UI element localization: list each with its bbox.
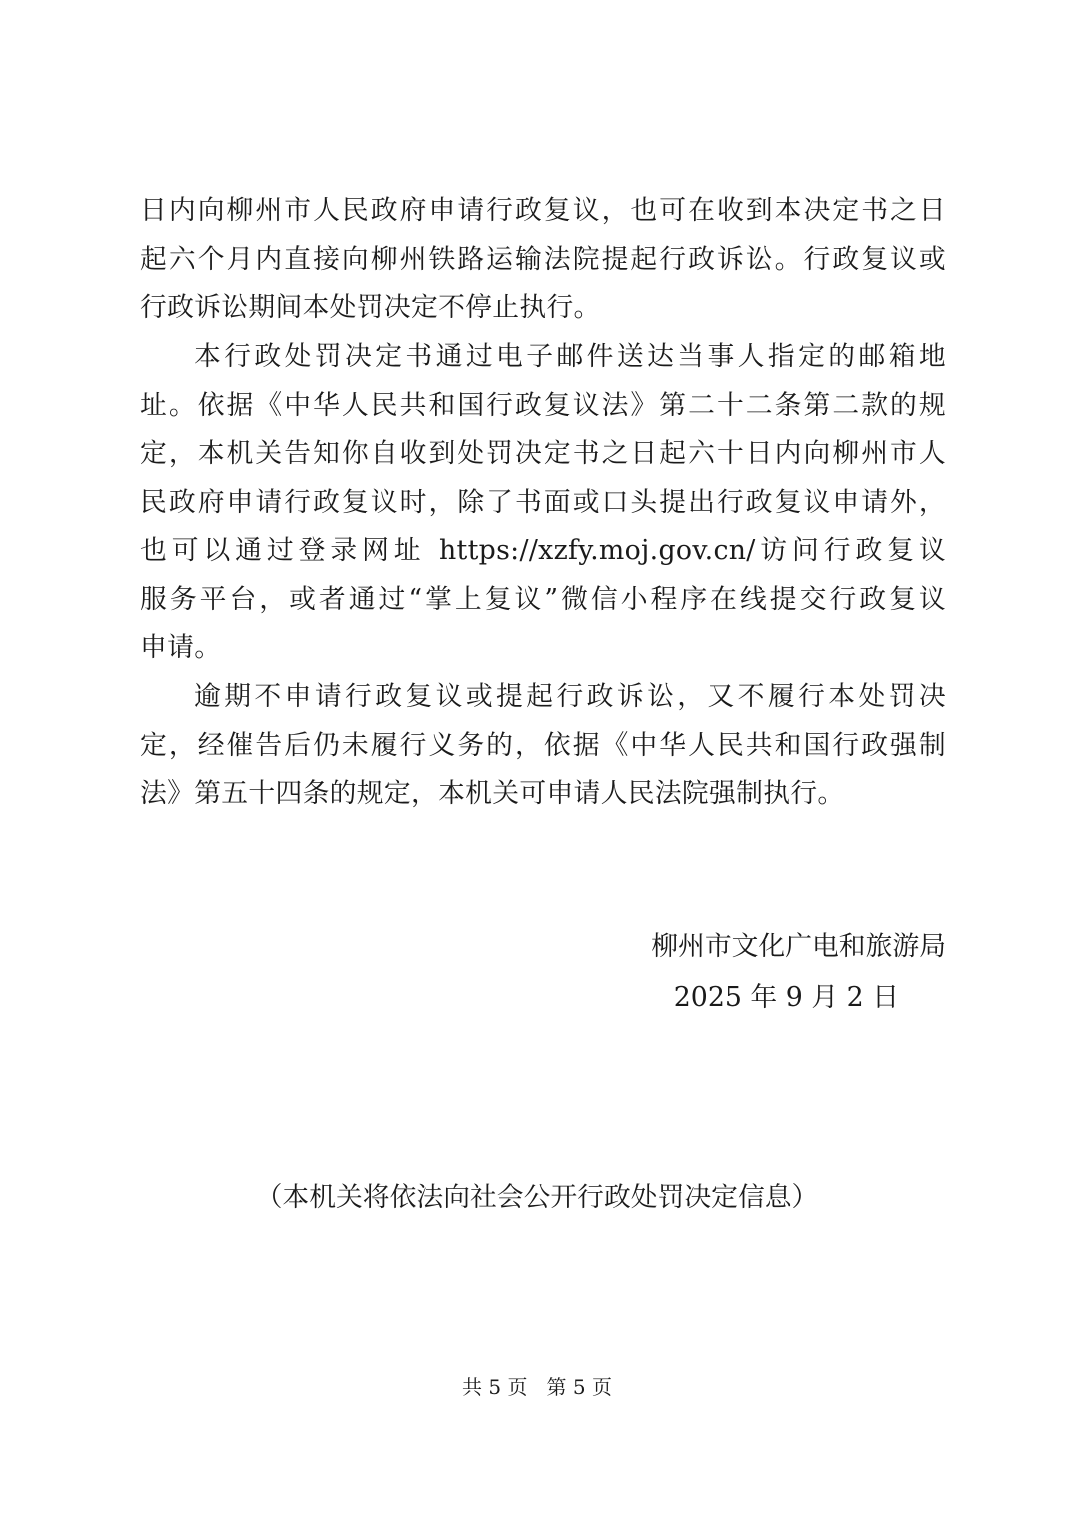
paragraph-1-line-3: 行政诉讼期间本处罚决定不停止执行。 xyxy=(140,292,601,323)
paragraph-3-line-1: 逾期不申请行政复议或提起行政诉讼，又不履行本处罚决 xyxy=(194,681,946,712)
paragraph-2-line-4: 民政府申请行政复议时，除了书面或口头提出行政复议申请外， xyxy=(140,487,946,518)
page-footer: 共 5 页 第 5 页 xyxy=(462,1375,612,1399)
paragraph-1-line-1: 日内向柳州市人民政府申请行政复议，也可在收到本决定书之日 xyxy=(140,195,946,226)
paragraph-3-line-2: 定，经催告后仍未履行义务的，依据《中华人民共和国行政强制 xyxy=(140,730,946,761)
paragraph-2-line-5: 也可以通过登录网址 https://xzfy.moj.gov.cn/访问行政复议 xyxy=(140,535,946,566)
paragraph-2-line-2: 址。依据《中华人民共和国行政复议法》第二十二条第二款的规 xyxy=(140,390,946,421)
disclosure-notice: （本机关将依法向社会公开行政处罚决定信息） xyxy=(255,1182,819,1213)
paragraph-2-line-6: 服务平台，或者通过“掌上复议”微信小程序在线提交行政复议 xyxy=(140,584,946,615)
paragraph-2-line-7: 申请。 xyxy=(140,632,222,663)
paragraph-2-line-3: 定，本机关告知你自收到处罚决定书之日起六十日内向柳州市人 xyxy=(140,438,946,469)
paragraph-2-line-1: 本行政处罚决定书通过电子邮件送达当事人指定的邮箱地 xyxy=(194,341,946,372)
issue-date: 2025 年 9 月 2 日 xyxy=(673,982,899,1013)
issuing-organization: 柳州市文化广电和旅游局 xyxy=(651,931,946,962)
paragraph-1-line-2: 起六个月内直接向柳州铁路运输法院提起行政诉讼。行政复议或 xyxy=(140,244,946,275)
paragraph-3-line-3: 法》第五十四条的规定，本机关可申请人民法院强制执行。 xyxy=(140,778,845,809)
